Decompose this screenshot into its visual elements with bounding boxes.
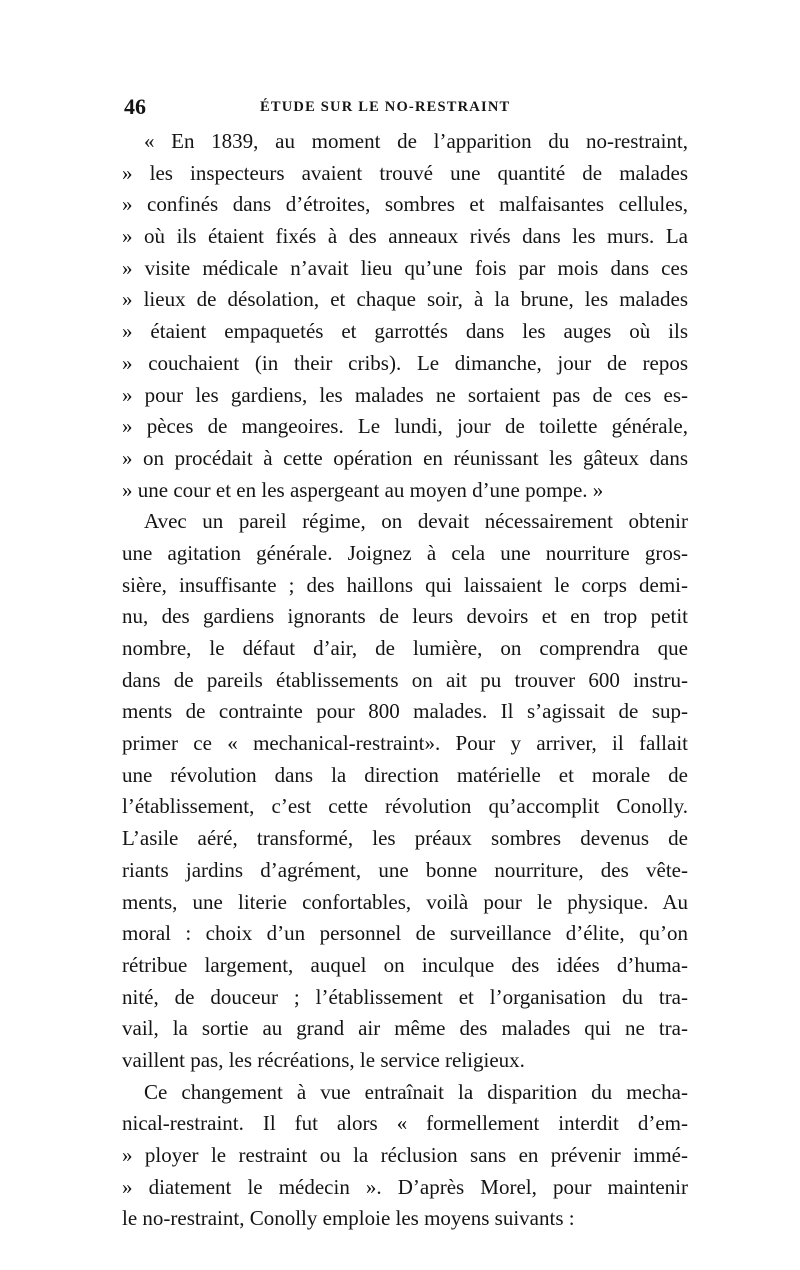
text-line: primer ce « mechanical-restraint». Pour y arriver, il fallait (122, 731, 688, 756)
page-number: 46 (124, 94, 146, 119)
text-line: » lieux de désolation, et chaque soir, à la brune, les malades (122, 287, 688, 312)
text-line: » confinés dans d’étroites, sombres et malfaisantes cellules, (122, 192, 688, 217)
text-line: dans de pareils établissements on ait pu trouver 600 instru- (122, 667, 688, 692)
text-line: » une cour et en les aspergeant au moyen d’une pompe. » (122, 477, 604, 502)
text-line: « En 1839, au moment de l’apparition du no-restraint, (144, 129, 688, 153)
text-line: » étaient empaquetés et garrottés dans les auges où ils (122, 319, 688, 344)
text-line: le no-restraint, Conolly emploie les moyens suivants : (122, 1206, 575, 1231)
text-line: » où ils étaient fixés à des anneaux rivés dans les murs. La (122, 224, 688, 249)
text-line: l’établissement, c’est cette révolution qu’accomplit Conolly. (122, 794, 688, 819)
text-line: » diatement le médecin ». D’après Morel, pour maintenir (122, 1174, 688, 1199)
text-line: L’asile aéré, transformé, les préaux sombres devenus de (122, 826, 688, 851)
text-line: Ce changement à vue entraînait la disparition du mecha- (144, 1079, 688, 1104)
page-header (124, 94, 684, 124)
text-line: nu, des gardiens ignorants de leurs devoirs et en trop petit (122, 604, 688, 629)
text-line: nical-restraint. Il fut alors « formellement interdit d’em- (122, 1111, 688, 1136)
text-line: moral : choix d’un personnel de surveillance d’élite, qu’on (122, 921, 688, 946)
text-line: une révolution dans la direction matérielle et morale de (122, 762, 688, 787)
text-line: » pour les gardiens, les malades ne sortaient pas de ces es- (122, 382, 688, 407)
text-line: Avec un pareil régime, on devait nécessairement obtenir (144, 509, 688, 534)
text-line: » les inspecteurs avaient trouvé une quantité de malades (122, 160, 688, 185)
text-line: vail, la sortie au grand air même des malades qui ne tra- (122, 1016, 688, 1041)
text-line: » couchaient (in their cribs). Le dimanche, jour de repos (122, 350, 688, 375)
text-line: ments de contrainte pour 800 malades. Il s’agissait de sup- (122, 699, 688, 724)
running-title: ÉTUDE SUR LE NO-RESTRAINT (260, 99, 511, 115)
text-line: rétribue largement, auquel on inculque des idées d’huma- (122, 952, 688, 977)
text-line: » ployer le restraint ou la réclusion sans en prévenir immé- (122, 1143, 688, 1167)
text-line: riants jardins d’agrément, une bonne nourriture, des vête- (122, 857, 688, 882)
text-line: sière, insuffisante ; des haillons qui laissaient le corps demi- (122, 572, 688, 597)
text-line: » visite médicale n’avait lieu qu’une fois par mois dans ces (122, 255, 688, 280)
text-line: » on procédait à cette opération en réunissant les gâteux dans (122, 445, 688, 470)
body-text (122, 126, 688, 1235)
text-line: nité, de douceur ; l’établissement et l’organisation du tra- (122, 984, 688, 1009)
text-line: nombre, le défaut d’air, de lumière, on comprendra que (122, 636, 688, 660)
text-line: » pèces de mangeoires. Le lundi, jour de toilette générale, (122, 414, 688, 439)
text-line: une agitation générale. Joignez à cela une nourriture gros- (122, 540, 688, 565)
text-line: vaillent pas, les récréations, le service religieux. (122, 1047, 525, 1072)
text-line: ments, une literie confortables, voilà pour le physique. Au (122, 889, 688, 914)
